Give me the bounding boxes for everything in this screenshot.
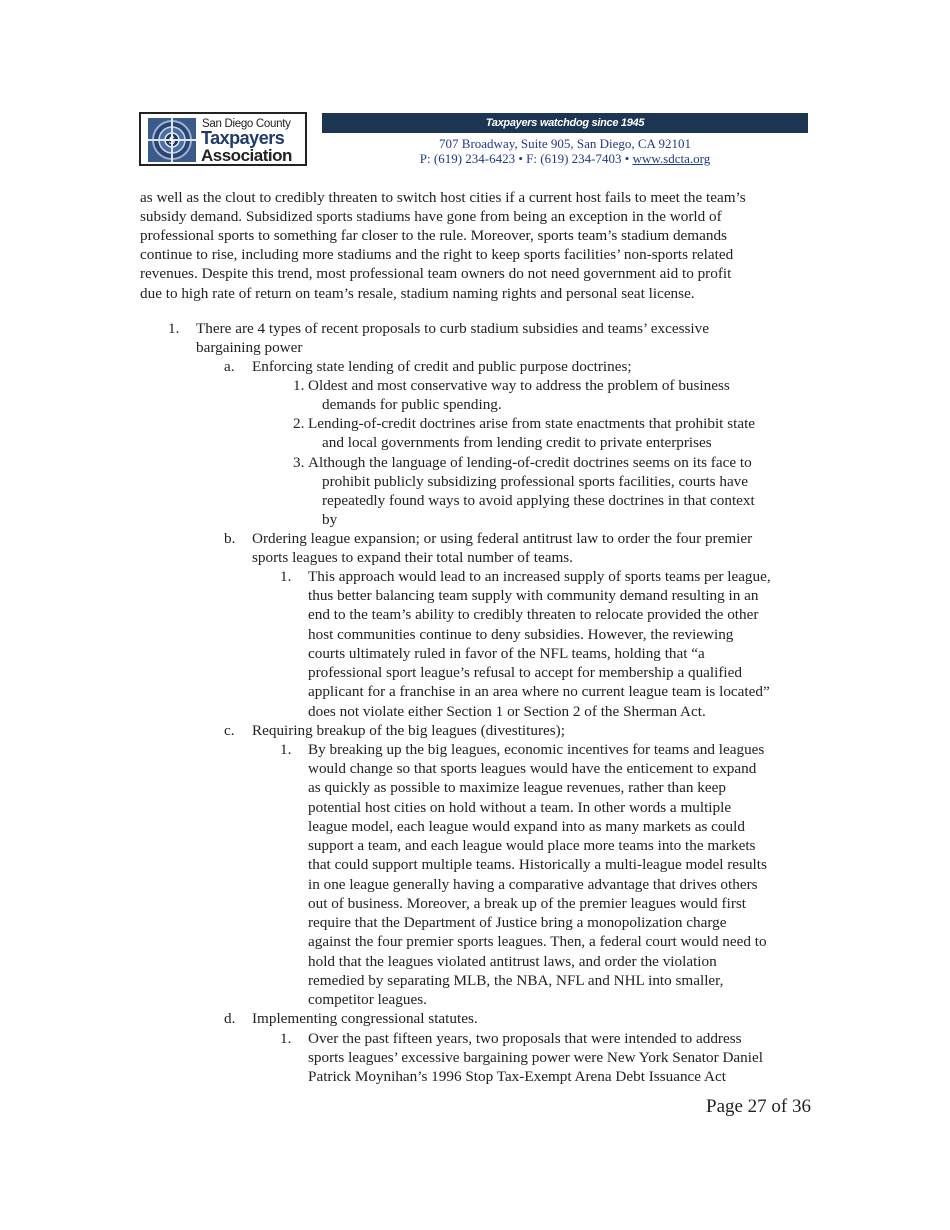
sublist-item-text: Implementing congressional statutes.	[252, 1010, 478, 1027]
subsub-text: out of business. Moreover, a break up of the premier leagues would first	[308, 895, 747, 912]
sublist-item-text: Ordering league expansion; or using federal antitrust law to order the four premier	[252, 530, 753, 547]
sublist-marker: b.	[224, 530, 236, 547]
subsub-number: 2.	[293, 415, 305, 432]
subsub-text: Oldest and most conservative way to address the problem of business	[308, 377, 730, 394]
svg-text:$: $	[169, 133, 175, 147]
phone-fax: P: (619) 234-6423 • F: (619) 234-7403 •	[419, 151, 633, 166]
sublist-item-text: Enforcing state lending of credit and public purpose doctrines;	[252, 358, 632, 375]
subsub-text: applicant for a franchise in an area where no current league team is located”	[308, 683, 770, 700]
subsub-text: and local governments from lending credit to private enterprises	[322, 434, 712, 451]
street-address: 707 Broadway, Suite 905, San Diego, CA 92101	[439, 136, 691, 151]
subsub-text: Over the past fifteen years, two proposals that were intended to address	[308, 1030, 742, 1047]
list-item-text: There are 4 types of recent proposals to curb stadium subsidies and teams’ excessive	[196, 320, 709, 337]
intro-line: as well as the clout to credibly threaten to switch host cities if a current host fails to meet the team’s	[140, 189, 746, 206]
website-link[interactable]: www.sdcta.org	[632, 151, 711, 166]
subsub-text: remedied by separating MLB, the NBA, NFL and NHL into smaller,	[308, 972, 724, 989]
subsub-number: 1.	[280, 741, 292, 758]
subsub-text: thus better balancing team supply with community demand resulting in an	[308, 587, 759, 604]
intro-line: subsidy demand. Subsidized sports stadiums have gone from being an exception in the world of	[140, 208, 722, 225]
logo-line-3: Association	[201, 146, 292, 165]
subsub-text: in one league generally having a comparative advantage that drives others	[308, 876, 758, 893]
subsub-text: prohibit publicly subsidizing professional sports facilities, courts have	[322, 473, 749, 490]
subsub-number: 1.	[293, 377, 305, 394]
subsub-text: courts ultimately ruled in favor of the NFL teams, holding that “a	[308, 645, 705, 662]
subsub-text: competitor leagues.	[308, 991, 427, 1008]
logo-line-2: Taxpayers	[201, 128, 285, 148]
subsub-text: does not violate either Section 1 or Section 2 of the Sherman Act.	[308, 703, 706, 720]
subsub-text: Lending-of-credit doctrines arise from state enactments that prohibit state	[308, 415, 756, 432]
page-number: Page 27 of 36	[706, 1096, 812, 1117]
subsub-text: repeatedly found ways to avoid applying these doctrines in that context	[322, 492, 755, 509]
subsub-text: professional sport league’s refusal to accept for membership a qualified	[308, 664, 742, 681]
subsub-text: would change so that sports leagues would have the enticement to expand	[308, 760, 757, 777]
sublist-marker: a.	[224, 358, 235, 375]
sublist-item-text: Requiring breakup of the big leagues (divestitures);	[252, 722, 565, 739]
target-emblem-icon	[147, 117, 197, 163]
subsub-text: end to the team’s ability to credibly threaten to relocate provided the other	[308, 606, 759, 623]
intro-line: professional sports to something far closer to the rule. Moreover, sports team’s stadium demands	[140, 227, 727, 244]
intro-line: due to high rate of return on team’s resale, stadium naming rights and personal seat license.	[140, 285, 695, 302]
subsub-text: Patrick Moynihan’s 1996 Stop Tax-Exempt Arena Debt Issuance Act	[308, 1068, 726, 1085]
association-logo	[139, 112, 307, 166]
intro-line: continue to rise, including more stadiums and the right to keep sports facilities’ non-sports related	[140, 246, 734, 263]
subsub-text: sports leagues’ excessive bargaining power were New York Senator Daniel	[308, 1049, 763, 1066]
subsub-text: By breaking up the big leagues, economic incentives for teams and leagues	[308, 741, 765, 758]
subsub-text: support a team, and each league would place more teams into the markets	[308, 837, 756, 854]
sublist-item-text: sports leagues to expand their total number of teams.	[252, 549, 573, 566]
subsub-text: host communities continue to deny subsidies. However, the reviewing	[308, 626, 734, 643]
subsub-number: 1.	[280, 568, 292, 585]
list-number: 1.	[168, 320, 180, 337]
intro-line: revenues. Despite this trend, most professional team owners do not need government aid to profit	[140, 265, 732, 282]
subsub-text: demands for public spending.	[322, 396, 502, 413]
subsub-number: 3.	[293, 454, 305, 471]
subsub-text: as quickly as possible to maximize league revenues, rather than keep	[308, 779, 726, 796]
contact-line	[322, 151, 808, 166]
subsub-text: against the four premier sports leagues. Then, a federal court would need to	[308, 933, 767, 950]
subsub-text: that could support multiple teams. Historically a multi-league model results	[308, 856, 767, 873]
tagline-banner: Taxpayers watchdog since 1945	[322, 113, 808, 133]
sublist-marker: c.	[224, 722, 235, 739]
subsub-text: require that the Department of Justice bring a monopolization charge	[308, 914, 727, 931]
list-item-text: bargaining power	[196, 339, 303, 356]
logo-line-1: San Diego County	[202, 118, 291, 130]
subsub-text: This approach would lead to an increased supply of sports teams per league,	[308, 568, 771, 585]
subsub-text: Although the language of lending-of-credit doctrines seems on its face to	[308, 454, 752, 471]
subsub-number: 1.	[280, 1030, 292, 1047]
subsub-text: by	[322, 511, 338, 528]
subsub-text: potential host cities on hold without a team. In other words a multiple	[308, 799, 732, 816]
subsub-text: hold that the leagues violated antitrust laws, and order the violation	[308, 953, 717, 970]
sublist-marker: d.	[224, 1010, 236, 1027]
subsub-text: league model, each league would expand into as many markets as could	[308, 818, 745, 835]
